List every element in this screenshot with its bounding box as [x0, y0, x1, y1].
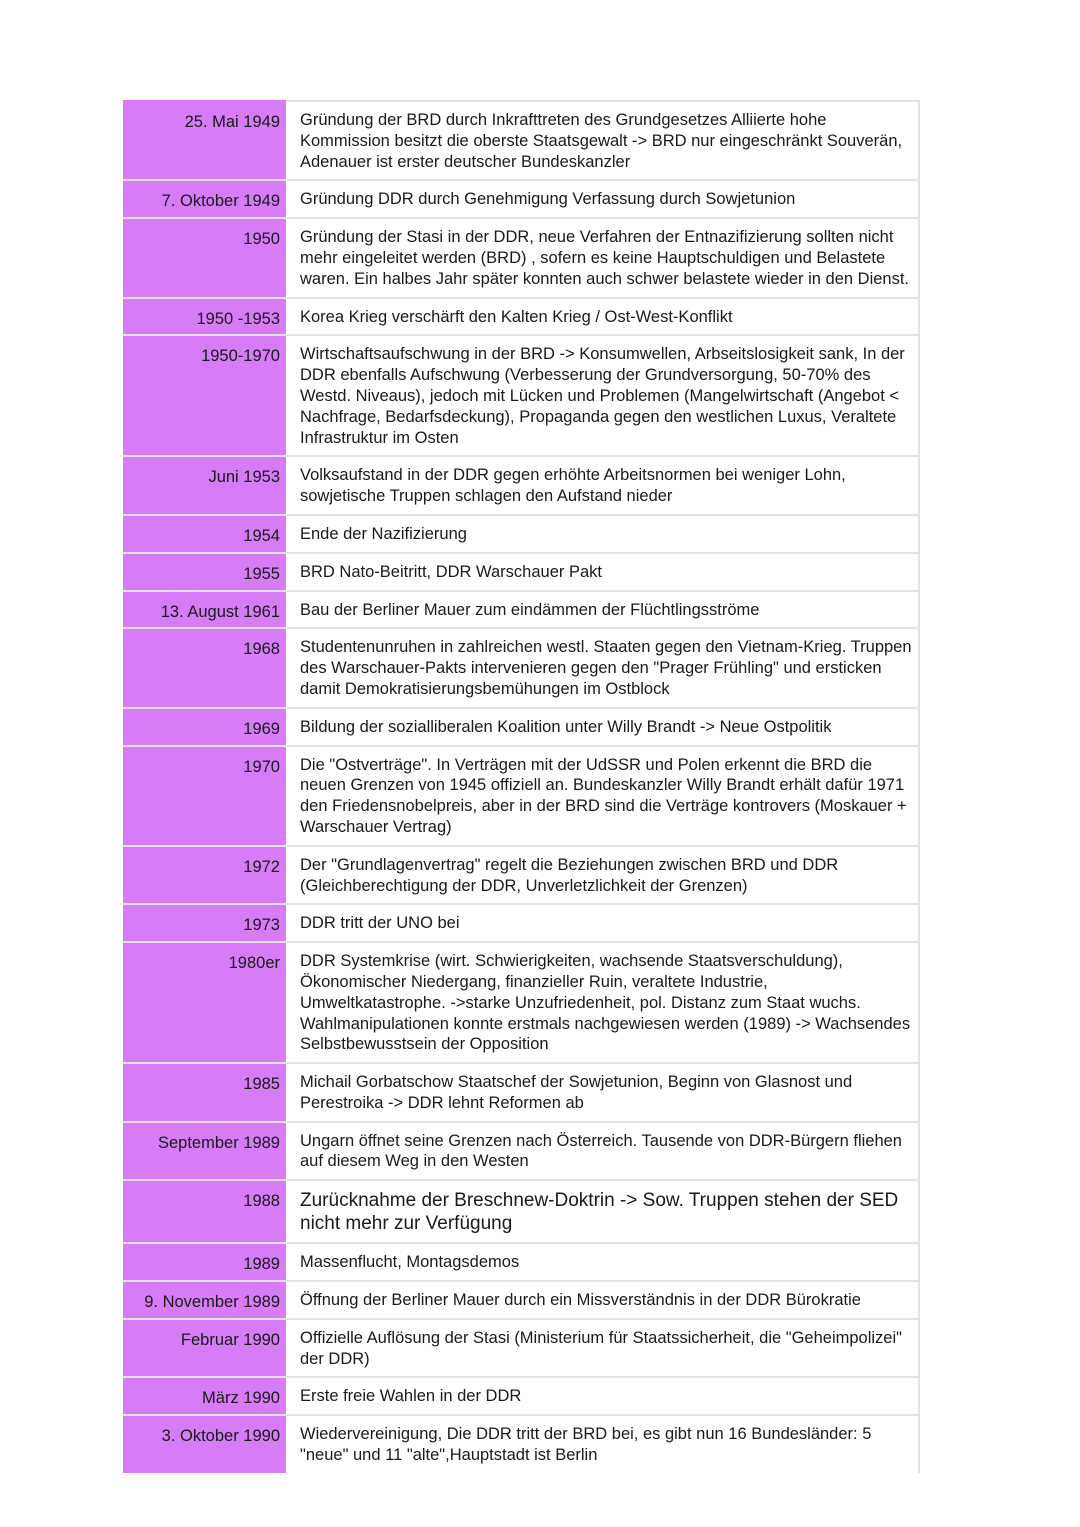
row-event: Korea Krieg verschärft den Kalten Krieg / Ost-West-Konflikt	[294, 299, 920, 337]
table-row	[123, 299, 920, 337]
row-date: 25. Mai 1949	[123, 100, 286, 181]
row-event: Offizielle Auflösung der Stasi (Ministerium für Staatssicherheit, die "Geheimpolizei" der DDR)	[294, 1320, 920, 1379]
row-date: 1972	[123, 847, 286, 906]
table-row	[123, 1416, 920, 1473]
table-row	[123, 709, 920, 747]
row-date: 1954	[123, 516, 286, 554]
row-event: Die "Ostverträge". In Verträgen mit der UdSSR und Polen erkennt die BRD die neuen Grenzen von 1945 offiziell an. Bundeskanzler Willy Brandt erhält dafür 1971 den Friedensnobelpreis, aber in der BRD sind die Verträge kontrovers (Moskauer + Warschauer Vertrag)	[294, 747, 920, 847]
row-date: 1955	[123, 554, 286, 592]
row-date: 1970	[123, 747, 286, 847]
row-date: 13. August 1961	[123, 592, 286, 630]
row-date: 1989	[123, 1244, 286, 1282]
row-date: 1988	[123, 1181, 286, 1244]
row-date: 1950	[123, 219, 286, 298]
table-row	[123, 554, 920, 592]
row-date: 1950 -1953	[123, 299, 286, 337]
row-date: Februar 1990	[123, 1320, 286, 1379]
table-row	[123, 457, 920, 516]
table-row	[123, 1320, 920, 1379]
row-event: DDR tritt der UNO bei	[294, 905, 920, 943]
row-event: Michail Gorbatschow Staatschef der Sowjetunion, Beginn von Glasnost und Perestroika -> DDR lehnt Reformen ab	[294, 1064, 920, 1123]
row-event: DDR Systemkrise (wirt. Schwierigkeiten, wachsende Staatsverschuldung), Ökonomischer Niedergang, finanzieller Ruin, veraltete Industrie, Umweltkatastrophe. ->starke Unzufriedenheit, pol. Distanz zum Staat wuchs. Wahlmanipulationen konnte erstmals nachgewiesen werden (1989) -> Wachsendes Selbstbewusstsein der Opposition	[294, 943, 920, 1064]
table-row	[123, 592, 920, 630]
row-event: Der "Grundlagenvertrag" regelt die Beziehungen zwischen BRD und DDR (Gleichberechtigung der DDR, Unverletzlichkeit der Grenzen)	[294, 847, 920, 906]
table-row	[123, 1378, 920, 1416]
table-row	[123, 1244, 920, 1282]
row-date: 1973	[123, 905, 286, 943]
table-row	[123, 629, 920, 708]
row-date: März 1990	[123, 1378, 286, 1416]
table-row	[123, 905, 920, 943]
row-event: Ende der Nazifizierung	[294, 516, 920, 554]
table-row	[123, 847, 920, 906]
row-event: Volksaufstand in der DDR gegen erhöhte Arbeitsnormen bei weniger Lohn, sowjetische Truppen schlagen den Aufstand nieder	[294, 457, 920, 516]
row-date: Juni 1953	[123, 457, 286, 516]
row-event: Erste freie Wahlen in der DDR	[294, 1378, 920, 1416]
table-row	[123, 516, 920, 554]
row-date: 9. November 1989	[123, 1282, 286, 1320]
row-event: Gründung DDR durch Genehmigung Verfassung durch Sowjetunion	[294, 181, 920, 219]
row-event: Zurücknahme der Breschnew-Doktrin -> Sow. Truppen stehen der SED nicht mehr zur Verfügung	[294, 1181, 920, 1244]
table-row	[123, 181, 920, 219]
row-event: Bildung der sozialliberalen Koalition unter Willy Brandt -> Neue Ostpolitik	[294, 709, 920, 747]
timeline-table	[123, 100, 920, 1473]
row-event: Wirtschaftsaufschwung in der BRD -> Konsumwellen, Arbseitslosigkeit sank, In der DDR ebenfalls Aufschwung (Verbesserung der Grundversorgung, 50-70% des Westd. Niveaus), jedoch mit Lücken und Problemen (Mangelwirtschaft (Angebot < Nachfrage, Bedarfsdeckung), Propaganda gegen den westlichen Luxus, Veraltete Infrastruktur im Osten	[294, 336, 920, 457]
table-row	[123, 747, 920, 847]
table-row	[123, 336, 920, 457]
row-event: Gründung der BRD durch Inkrafttreten des Grundgesetzes Alliierte hohe Kommission besitzt die oberste Staatsgewalt -> BRD nur eingeschränkt Souverän, Adenauer ist erster deutscher Bundeskanzler	[294, 100, 920, 181]
row-event: BRD Nato-Beitritt, DDR Warschauer Pakt	[294, 554, 920, 592]
row-date: 1980er	[123, 943, 286, 1064]
row-event: Wiedervereinigung, Die DDR tritt der BRD bei, es gibt nun 16 Bundesländer: 5 "neue" und 11 "alte",Hauptstadt ist Berlin	[294, 1416, 920, 1473]
table-row	[123, 1282, 920, 1320]
table-row	[123, 943, 920, 1064]
row-date: 1950-1970	[123, 336, 286, 457]
row-date: 1968	[123, 629, 286, 708]
row-event: Ungarn öffnet seine Grenzen nach Österreich. Tausende von DDR-Bürgern fliehen auf diesem Weg in den Westen	[294, 1123, 920, 1182]
table-row	[123, 219, 920, 298]
table-row	[123, 100, 920, 181]
row-date: 7. Oktober 1949	[123, 181, 286, 219]
row-date: 1985	[123, 1064, 286, 1123]
table-row	[123, 1123, 920, 1182]
table-row	[123, 1181, 920, 1244]
row-event: Öffnung der Berliner Mauer durch ein Missverständnis in der DDR Bürokratie	[294, 1282, 920, 1320]
table-row	[123, 1064, 920, 1123]
row-date: 1969	[123, 709, 286, 747]
row-date: September 1989	[123, 1123, 286, 1182]
row-event: Studentenunruhen in zahlreichen westl. Staaten gegen den Vietnam-Krieg. Truppen des Warschauer-Pakts intervenieren gegen den "Prager Frühling" und ersticken damit Demokratisierungsbemühungen im Ostblock	[294, 629, 920, 708]
row-event: Gründung der Stasi in der DDR, neue Verfahren der Entnazifizierung sollten nicht mehr eingeleitet werden (BRD) , sofern es keine Hauptschuldigen und Belastete waren. Ein halbes Jahr später konnten auch schwer belastete wieder in den Dienst.	[294, 219, 920, 298]
row-event: Bau der Berliner Mauer zum eindämmen der Flüchtlingsströme	[294, 592, 920, 630]
row-date: 3. Oktober 1990	[123, 1416, 286, 1473]
row-event: Massenflucht, Montagsdemos	[294, 1244, 920, 1282]
